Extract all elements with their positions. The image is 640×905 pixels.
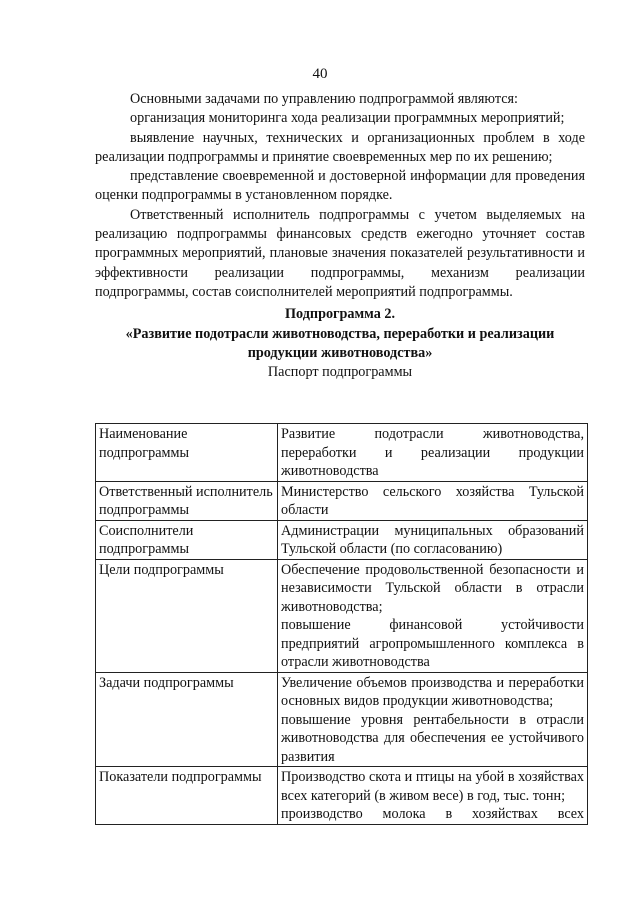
cell-text: Обеспечение продовольственной безопасности и независимости Тульской области в отрасли животноводства; (281, 561, 584, 615)
passport-table (95, 423, 588, 825)
paragraph-task-information: представление своевременной и достоверной информации для проведения оценки подпрограммы в установленном порядке. (95, 168, 585, 204)
table-row (96, 520, 588, 559)
row-content-tasks (278, 672, 588, 767)
passport-heading: Паспорт подпрограммы (267, 364, 413, 381)
table-row (96, 424, 588, 482)
row-content-executor (278, 481, 588, 520)
table-row (96, 481, 588, 520)
subprogram-name: «Развитие подотрасли животноводства, переработки и реализации продукции животноводства» (125, 325, 555, 361)
row-label-coexecutors: Соисполнители подпрограммы (96, 520, 278, 559)
paragraph-tasks-intro: Основными задачами по управлению подпрограммой являются: (130, 91, 518, 107)
row-content-goals (278, 559, 588, 672)
cell-text: Производство скота и птицы на убой в хозяйствах всех категорий (в живом весе) в год, тыс. тонн; (281, 769, 584, 804)
row-label-goals: Цели подпрограммы (96, 559, 278, 672)
cell-text: Увеличение объемов производства и переработки основных видов продукции животноводства; (281, 674, 584, 709)
cell-text: Администрации муниципальных образований Тульской области (по согласованию) (281, 522, 584, 557)
row-label-name: Наименование подпрограммы (96, 424, 278, 482)
paragraph-responsible-executor: Ответственный исполнитель подпрограммы с учетом выделяемых на реализацию подпрограммы финансовых средств ежегодно уточняет состав программных мероприятий, плановые значения показателей результативности и эффективности реализации подпрограммы, механизм реализации подпрограммы, состав соисполнителей мероприятий подпрограммы. (95, 206, 585, 300)
table-row (96, 559, 588, 672)
row-content-name (278, 424, 588, 482)
row-content-coexecutors (278, 520, 588, 559)
cell-text: Министерство сельского хозяйства Тульской области (281, 483, 584, 518)
subprogram-title: Подпрограмма 2. (285, 306, 395, 323)
row-content-indicators (278, 767, 588, 825)
table-row (96, 672, 588, 767)
row-label-indicators: Показатели подпрограммы (96, 767, 278, 825)
cell-text: Развитие подотрасли животноводства, переработки и реализации продукции животноводства (281, 426, 584, 479)
page-number: 40 (312, 66, 328, 82)
cell-text: повышение финансовой устойчивости предприятий агропромышленного комплекса в отрасли животноводства (281, 617, 584, 670)
paragraph-task-problems: выявление научных, технических и организационных проблем в ходе реализации подпрограммы и принятие своевременных мер по их решению; (95, 129, 585, 165)
row-label-tasks: Задачи подпрограммы (96, 672, 278, 767)
cell-text: повышение уровня рентабельности в отрасли животноводства для обеспечения ее устойчивого развития (281, 711, 584, 765)
cell-text: производство молока в хозяйствах всех (281, 806, 584, 822)
row-label-executor: Ответственный исполнитель подпрограммы (96, 481, 278, 520)
table-row (96, 767, 588, 825)
body-text (95, 90, 585, 382)
paragraph-task-monitoring: организация мониторинга хода реализации программных мероприятий; (130, 110, 565, 127)
